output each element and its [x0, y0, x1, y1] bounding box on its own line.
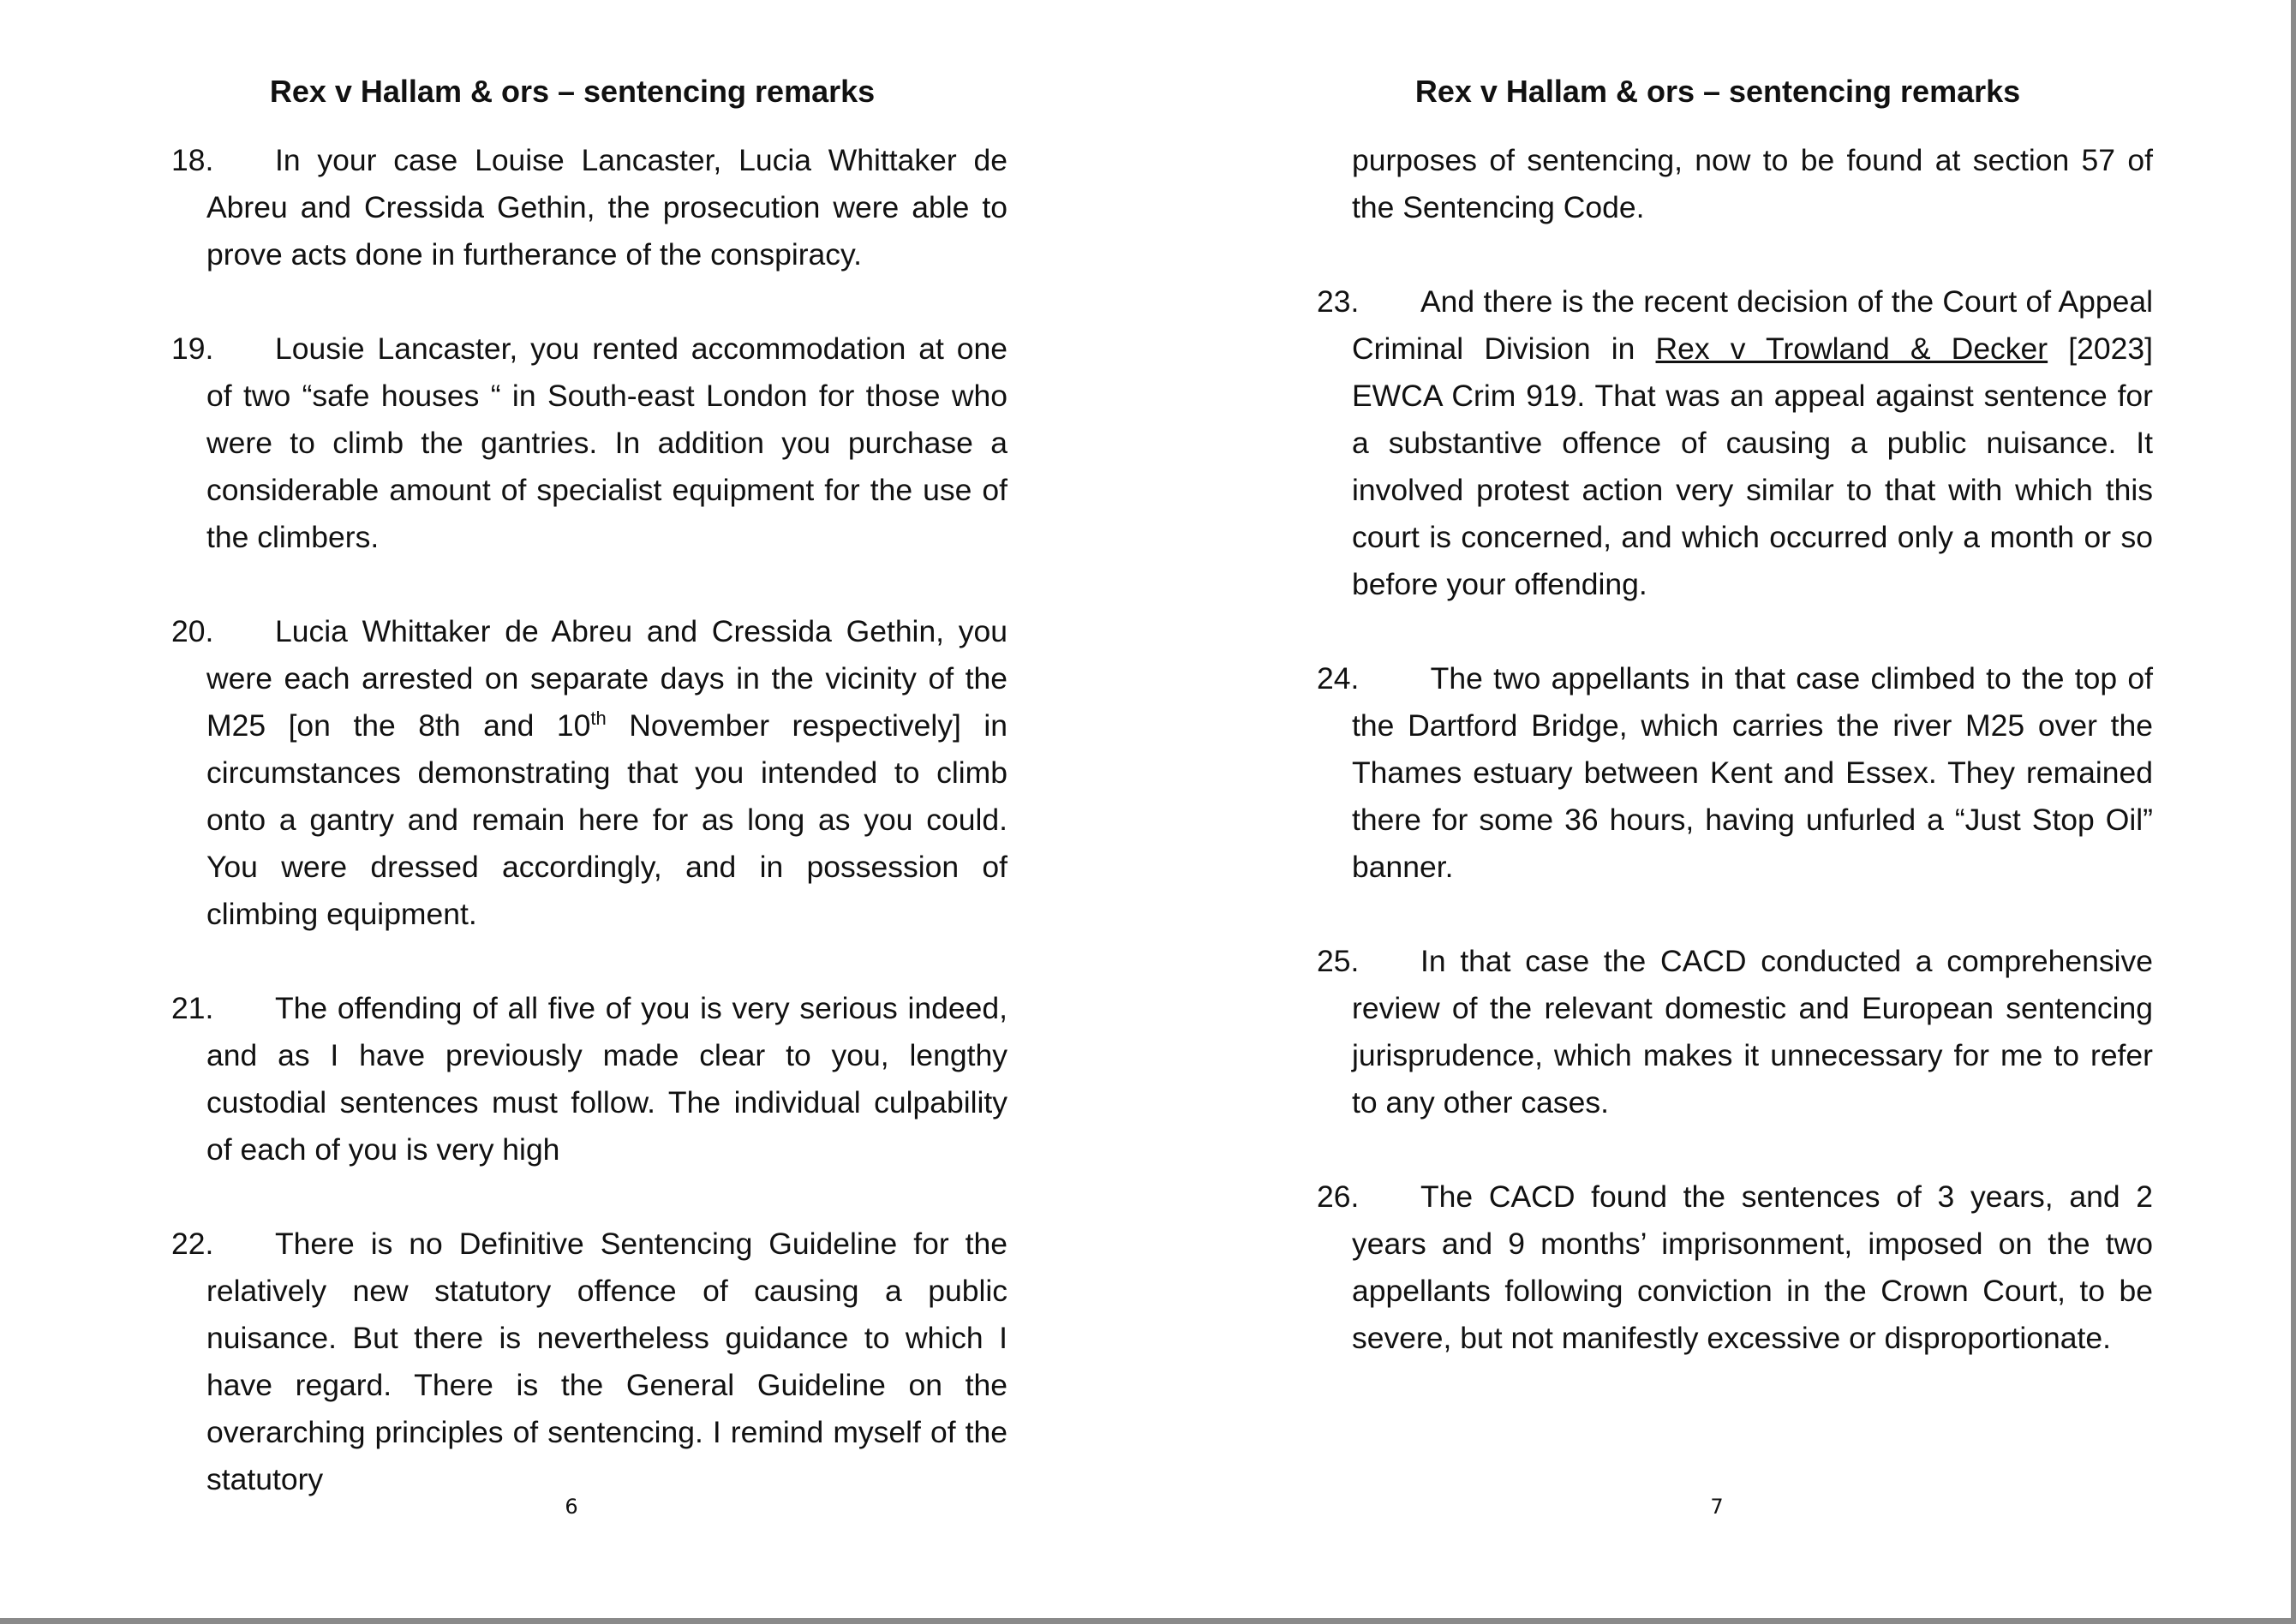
- page-body: [1317, 137, 2153, 1409]
- paragraph-text-continued: [2023] EWCA Crim 919. That was an appeal against sentence for a substantive offence of causing a public nuisance. It involved protest action very similar to that with which this court is concerned, and which occurred only a month or so before your offending.: [1352, 331, 2153, 601]
- paragraph-text-continued: November respectively] in circumstances demonstrating that you intended to climb onto a gantry and remain here for as long as you could. You were dressed accordingly, and in possession of climbing equipment.: [206, 708, 1007, 931]
- paragraph-text: The two appellants in that case climbed to the top of the Dartford Bridge, which carries the river M25 over the Thames estuary between Kent and Essex. They remained there for some 36 hours, having unfurled a “Just Stop Oil” banner.: [1352, 661, 2153, 884]
- paragraph-26: [1317, 1173, 2153, 1362]
- page-7: [1145, 0, 2293, 1618]
- viewer-right-edge: [2291, 0, 2296, 1624]
- paragraph-text: The CACD found the sentences of 3 years, and 2 years and 9 months’ imprisonment, imposed on the two appellants following conviction in the Crown Court, to be severe, but not manifestly excessive or disproportionate.: [1352, 1179, 2153, 1355]
- page-header: Rex v Hallam & ors – sentencing remarks: [269, 74, 876, 109]
- paragraph-text: Lousie Lancaster, you rented accommodation at one of two “safe houses “ in South-east London for those who were to climb the gantries. In addition you purchase a considerable amount of specialist equipment for the use of the climbers.: [206, 331, 1007, 554]
- paragraph-19: [171, 325, 1007, 561]
- page-number: 6: [565, 1495, 578, 1519]
- paragraph-23: [1317, 278, 2153, 608]
- page-6: [0, 0, 1148, 1618]
- paragraph-24: [1317, 655, 2153, 891]
- paragraph-25: [1317, 938, 2153, 1126]
- paragraph-text: Lucia Whittaker de Abreu and Cressida Gethin, you were each arrested on separate days in the vicinity of the M25 [on the 8th and 10: [206, 614, 1007, 743]
- paragraph-text: The offending of all five of you is very serious indeed, and as I have previously made clear to you, lengthy custodial sentences must follow. The individual culpability of each of you is very high: [206, 991, 1007, 1167]
- paragraph-number: 25.: [1317, 944, 1360, 978]
- ordinal-superscript: th: [590, 708, 607, 730]
- paragraph-number: 21.: [171, 991, 214, 1025]
- paragraph-number: 23.: [1317, 284, 1360, 319]
- case-citation-name: Rex v Trowland & Decker: [1655, 331, 2048, 366]
- paragraph-text: In that case the CACD conducted a comprehensive review of the relevant domestic and European sentencing jurisprudence, which makes it unnecessary for me to refer to any other cases.: [1352, 944, 2153, 1119]
- page-header: Rex v Hallam & ors – sentencing remarks: [1414, 74, 2021, 109]
- paragraph-22: [171, 1221, 1007, 1503]
- paragraph-number: 24.: [1317, 661, 1360, 696]
- paragraph-text: There is no Definitive Sentencing Guideline for the relatively new statutory offence of causing a public nuisance. But there is nevertheless guidance to which I have regard. There is the General Guideline on the overarching principles of sentencing. I remind myself of the statutory: [206, 1227, 1007, 1496]
- paragraph-number: 19.: [171, 331, 214, 366]
- paragraph-text: And there is the recent decision of the Court of Appeal Criminal Division in: [1352, 284, 2153, 366]
- viewer-bottom-edge: [0, 1618, 2296, 1624]
- paragraph-number: 20.: [171, 614, 214, 648]
- paragraph-21: [171, 985, 1007, 1173]
- paragraph-text: In your case Louise Lancaster, Lucia Whittaker de Abreu and Cressida Gethin, the prosecution were able to prove acts done in furtherance of the conspiracy.: [206, 143, 1007, 272]
- paragraph-18: [171, 137, 1007, 278]
- paragraph-22-continuation: purposes of sentencing, now to be found at section 57 of the Sentencing Code.: [1352, 143, 2153, 224]
- paragraph-20: [171, 608, 1007, 938]
- paragraph-number: 18.: [171, 143, 214, 177]
- paragraph-number: 26.: [1317, 1179, 1360, 1214]
- paragraph-number: 22.: [171, 1227, 214, 1261]
- page-body: [171, 137, 1007, 1550]
- page-number: 7: [1710, 1495, 1724, 1519]
